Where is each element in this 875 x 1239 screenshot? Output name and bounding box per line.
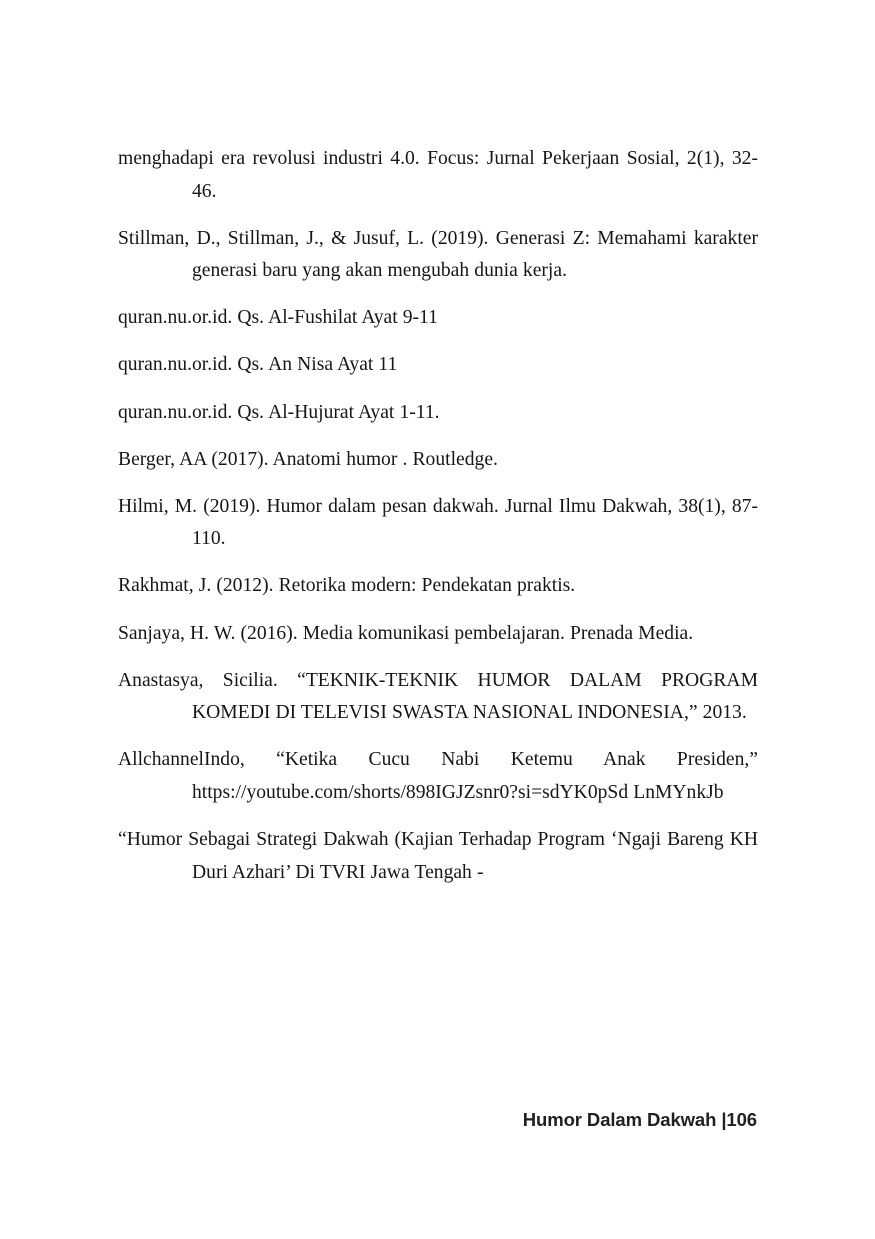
bibliography-entry: AllchannelIndo, “Ketika Cucu Nabi Ketemu Anak Presiden,” https://youtube.com/shorts/898IGJZsnr0?si=sdYK0pSd LnMYnkJb (118, 749, 758, 803)
bibliography-entry: “Humor Sebagai Strategi Dakwah (Kajian Terhadap Program ‘Ngaji Bareng KH Duri Azhari’ Di TVRI Jawa Tengah - (118, 829, 758, 883)
bibliography-entry: Rakhmat, J. (2012). Retorika modern: Pendekatan praktis. (118, 575, 576, 597)
bibliography-entry: quran.nu.or.id. Qs. Al-Hujurat Ayat 1-11. (118, 401, 440, 423)
bibliography-entry: Stillman, D., Stillman, J., & Jusuf, L. (2019). Generasi Z: Memahami karakter generasi baru yang akan mengubah dunia kerja. (118, 227, 758, 282)
page-footer: Humor Dalam Dakwah |106 (522, 1109, 757, 1130)
bibliography-entry: Berger, AA (2017). Anatomi humor . Routledge. (118, 448, 498, 470)
bibliography-entry: Anastasya, Sicilia. “TEKNIK-TEKNIK HUMOR DALAM PROGRAM KOMEDI DI TELEVISI SWASTA NASIONAL INDONESIA,” 2013. (118, 669, 758, 724)
bibliography-entry: Hilmi, M. (2019). Humor dalam pesan dakwah. Jurnal Ilmu Dakwah, 38(1), 87-110. (118, 495, 758, 550)
bibliography-entry: quran.nu.or.id. Qs. Al-Fushilat Ayat 9-11 (118, 307, 438, 329)
bibliography-entry: Sanjaya, H. W. (2016). Media komunikasi pembelajaran. Prenada Media. (118, 622, 694, 644)
bibliography-list (118, 143, 758, 889)
bibliography-entry: quran.nu.or.id. Qs. An Nisa Ayat 11 (118, 354, 398, 376)
bibliography-entry: menghadapi era revolusi industri 4.0. Focus: Jurnal Pekerjaan Sosial, 2(1), 32-46. (118, 148, 758, 202)
